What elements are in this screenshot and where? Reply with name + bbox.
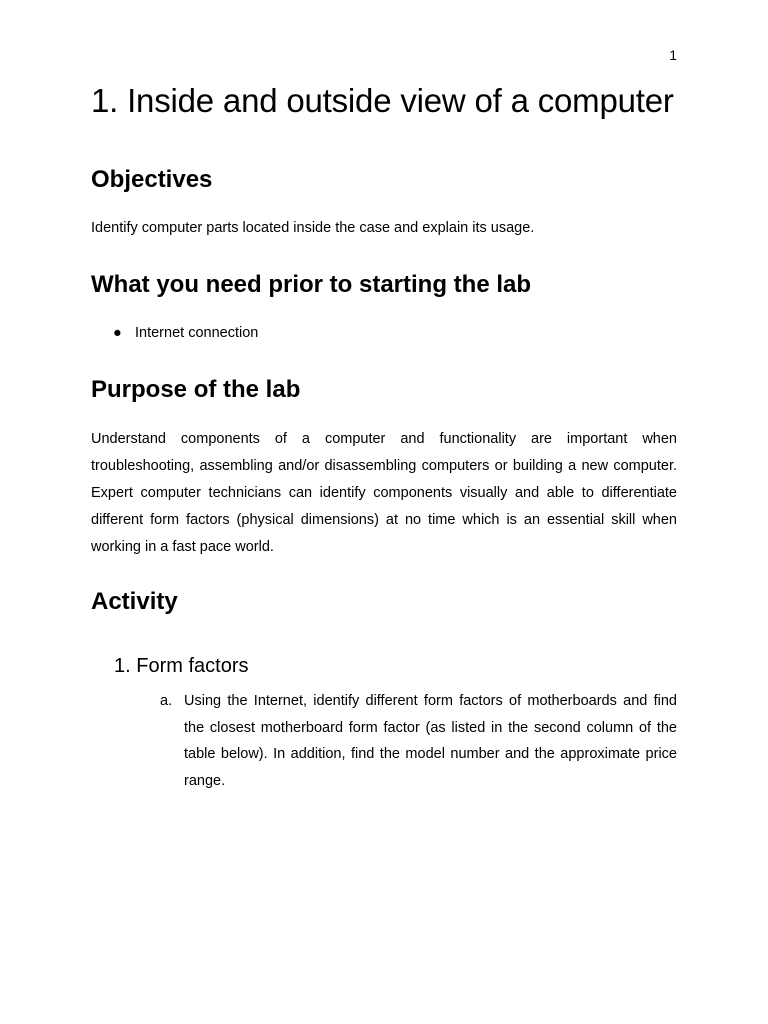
bullet-icon: ● <box>113 325 122 341</box>
list-item <box>91 323 258 343</box>
activity-heading: Activity <box>91 588 178 615</box>
page-number: 1 <box>669 47 677 63</box>
purpose-text: Understand components of a computer and functionality are important when troubleshooting, assembling and/or disassembling computers or building a new computer. Expert computer technicians can identify components visually and able to differentiate different form factors (physical dimensions) at no time which is an essential skill when working in a fast pace world. <box>91 431 677 555</box>
activity-subitem <box>160 688 677 794</box>
purpose-heading: Purpose of the lab <box>91 376 301 403</box>
objectives-text: Identify computer parts located inside the case and explain its usage. <box>91 220 535 236</box>
objectives-heading: Objectives <box>91 166 213 193</box>
document-title: 1. Inside and outside view of a computer <box>91 82 674 119</box>
subitem-marker: a. <box>160 693 173 709</box>
activity-step-form-factors: 1. Form factors <box>114 655 249 677</box>
prerequisites-heading: What you need prior to starting the lab <box>91 271 532 298</box>
prerequisites-list <box>91 323 258 343</box>
subitem-text: Using the Internet, identify different form factors of motherboards and find the closest motherboard form factor (as listed in the second column of the table below). In addition, find the model number and the approximate price range. <box>184 693 677 789</box>
list-item-text: Internet connection <box>135 325 259 341</box>
